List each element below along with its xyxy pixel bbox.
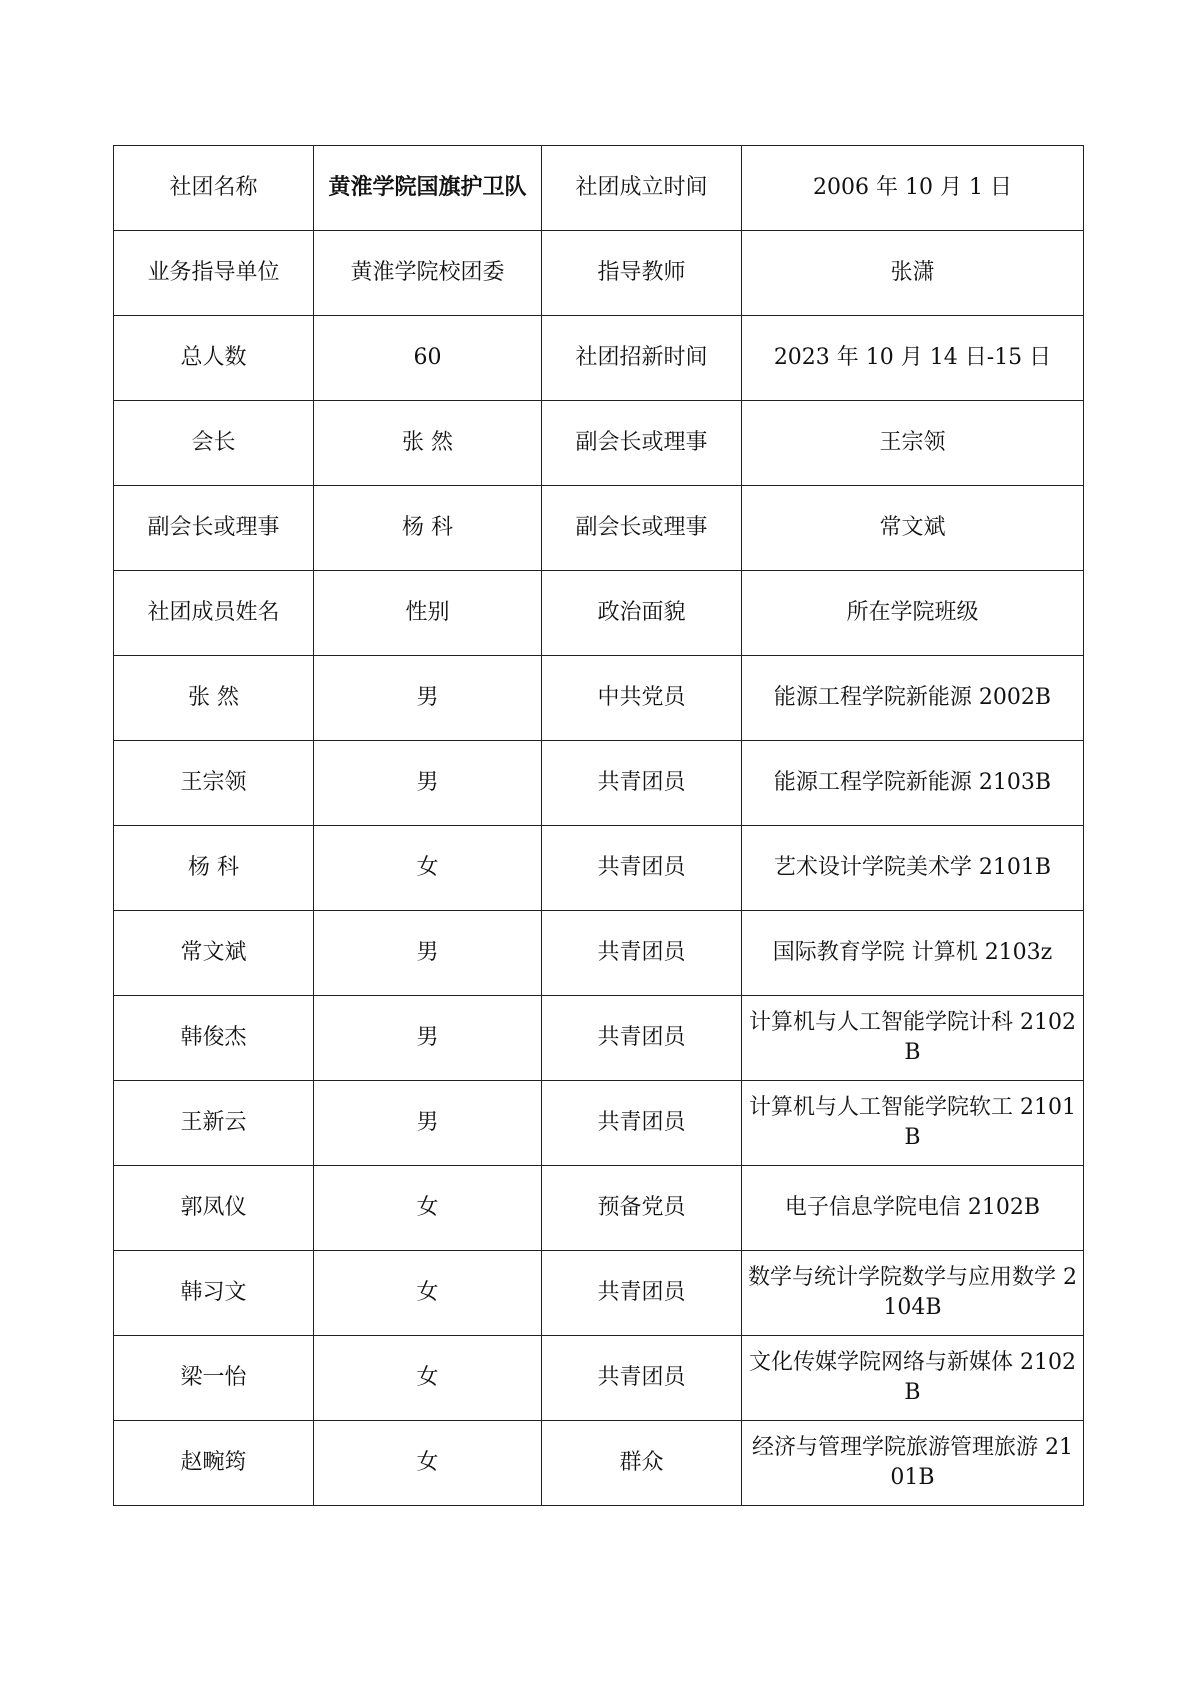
- table-cell-col-2: 男: [314, 656, 542, 741]
- table-cell-col-2: 60: [314, 316, 542, 401]
- member-row: [114, 1251, 1084, 1336]
- table-cell-col-1: 常文斌: [114, 911, 314, 996]
- table-cell-col-2: 女: [314, 1336, 542, 1421]
- member-row: [114, 826, 1084, 911]
- table-cell-col-3: 共青团员: [542, 996, 742, 1081]
- table-cell-col-1: 社团名称: [114, 146, 314, 231]
- info-row: [114, 486, 1084, 571]
- table-cell-col-1: 杨 科: [114, 826, 314, 911]
- table-body: [114, 146, 1084, 1506]
- table-cell-col-3: 副会长或理事: [542, 486, 742, 571]
- info-row: [114, 146, 1084, 231]
- table-cell-col-4: 2006 年 10 月 1 日: [742, 146, 1084, 231]
- table-cell-col-1: 韩习文: [114, 1251, 314, 1336]
- member-row: [114, 741, 1084, 826]
- table-cell-col-4: 文化传媒学院网络与新媒体 2102B: [742, 1336, 1084, 1421]
- table-cell-col-4: 数学与统计学院数学与应用数学 2104B: [742, 1251, 1084, 1336]
- table-cell-col-1: 业务指导单位: [114, 231, 314, 316]
- table-cell-col-2: 男: [314, 911, 542, 996]
- table-cell-col-2: 杨 科: [314, 486, 542, 571]
- table-cell-col-2: 性别: [314, 571, 542, 656]
- member-row: [114, 911, 1084, 996]
- table-cell-col-1: 王新云: [114, 1081, 314, 1166]
- table-cell-col-3: 副会长或理事: [542, 401, 742, 486]
- table-cell-col-3: 共青团员: [542, 1251, 742, 1336]
- table-cell-col-4: 计算机与人工智能学院计科 2102B: [742, 996, 1084, 1081]
- info-row: [114, 231, 1084, 316]
- member-row: [114, 656, 1084, 741]
- member-row: [114, 996, 1084, 1081]
- table-cell-col-2: 男: [314, 741, 542, 826]
- table-cell-col-4: 国际教育学院 计算机 2103z: [742, 911, 1084, 996]
- member-row: [114, 1421, 1084, 1506]
- table-cell-col-2: 男: [314, 1081, 542, 1166]
- table-cell-col-4: 能源工程学院新能源 2103B: [742, 741, 1084, 826]
- table-cell-col-1: 赵畹筠: [114, 1421, 314, 1506]
- info-row: [114, 316, 1084, 401]
- table-cell-col-2: 男: [314, 996, 542, 1081]
- member-row: [114, 1081, 1084, 1166]
- table-cell-col-1: 会长: [114, 401, 314, 486]
- table-cell-col-4: 常文斌: [742, 486, 1084, 571]
- table-cell-col-2: 女: [314, 826, 542, 911]
- table-cell-col-4: 艺术设计学院美术学 2101B: [742, 826, 1084, 911]
- table-cell-col-2: 女: [314, 1166, 542, 1251]
- table-cell-col-2: 张 然: [314, 401, 542, 486]
- table-cell-col-2: 女: [314, 1421, 542, 1506]
- member-row: [114, 1166, 1084, 1251]
- table-cell-col-4: 经济与管理学院旅游管理旅游 2101B: [742, 1421, 1084, 1506]
- table-cell-col-3: 共青团员: [542, 826, 742, 911]
- table-cell-col-1: 张 然: [114, 656, 314, 741]
- table-cell-col-3: 共青团员: [542, 741, 742, 826]
- table-cell-col-4: 张潇: [742, 231, 1084, 316]
- member-row: [114, 1336, 1084, 1421]
- table-cell-col-4: 电子信息学院电信 2102B: [742, 1166, 1084, 1251]
- table-cell-col-1: 王宗领: [114, 741, 314, 826]
- table-cell-col-3: 共青团员: [542, 1336, 742, 1421]
- table-cell-col-3: 共青团员: [542, 911, 742, 996]
- table-cell-col-3: 共青团员: [542, 1081, 742, 1166]
- table-cell-col-4: 能源工程学院新能源 2002B: [742, 656, 1084, 741]
- table-cell-col-1: 总人数: [114, 316, 314, 401]
- table-cell-col-3: 指导教师: [542, 231, 742, 316]
- table-cell-col-2: 黄淮学院校团委: [314, 231, 542, 316]
- table-cell-col-3: 群众: [542, 1421, 742, 1506]
- info-row: [114, 401, 1084, 486]
- table-cell-col-3: 预备党员: [542, 1166, 742, 1251]
- table-cell-col-4: 计算机与人工智能学院软工 2101B: [742, 1081, 1084, 1166]
- club-member-table: [113, 145, 1084, 1506]
- table-cell-col-1: 副会长或理事: [114, 486, 314, 571]
- table-cell-col-1: 梁一怡: [114, 1336, 314, 1421]
- table-cell-col-1: 社团成员姓名: [114, 571, 314, 656]
- table-cell-col-4: 王宗领: [742, 401, 1084, 486]
- table-cell-col-3: 政治面貌: [542, 571, 742, 656]
- table-cell-col-2: 黄淮学院国旗护卫队: [314, 146, 542, 231]
- member-header-row: [114, 571, 1084, 656]
- table-cell-col-3: 中共党员: [542, 656, 742, 741]
- table-cell-col-3: 社团招新时间: [542, 316, 742, 401]
- table-cell-col-2: 女: [314, 1251, 542, 1336]
- table-cell-col-1: 郭凤仪: [114, 1166, 314, 1251]
- table-cell-col-4: 2023 年 10 月 14 日-15 日: [742, 316, 1084, 401]
- table-cell-col-3: 社团成立时间: [542, 146, 742, 231]
- table-cell-col-1: 韩俊杰: [114, 996, 314, 1081]
- table-cell-col-4: 所在学院班级: [742, 571, 1084, 656]
